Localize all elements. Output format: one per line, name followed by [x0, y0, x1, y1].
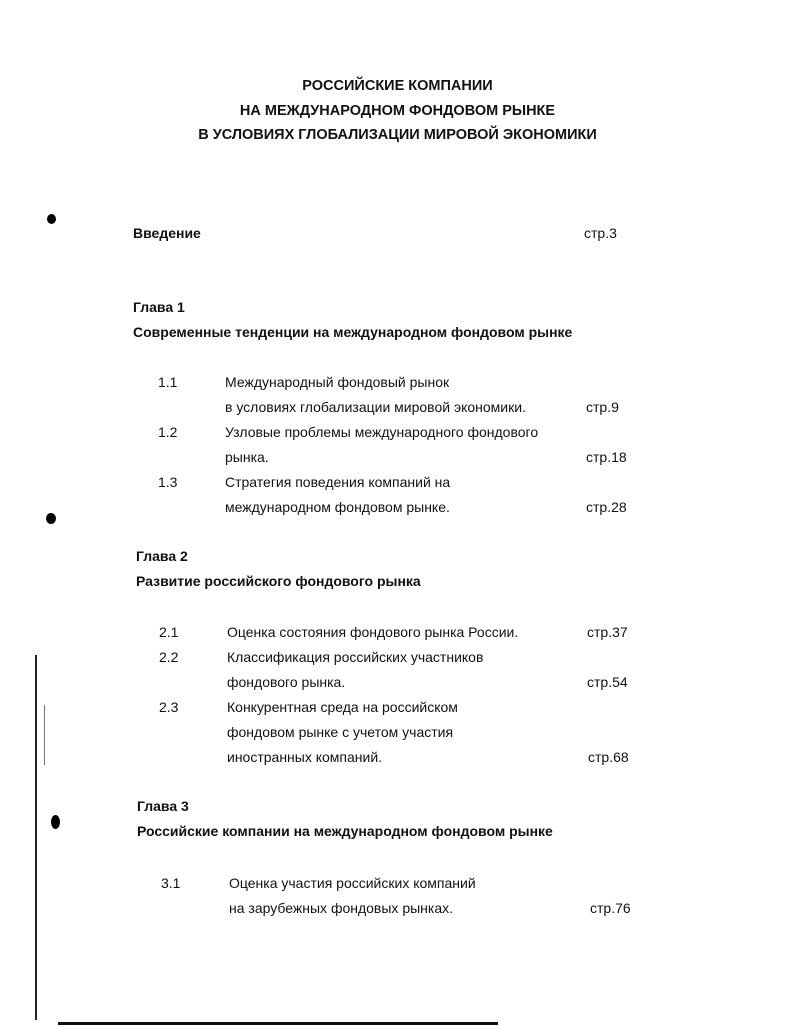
chapter-3-title: Российские компании на международном фондовом рынке — [137, 823, 553, 839]
title-line-3: В УСЛОВИЯХ ГЛОБАЛИЗАЦИИ МИРОВОЙ ЭКОНОМИКИ — [198, 127, 597, 143]
document-title — [0, 74, 795, 148]
intro-page: стр.3 — [584, 225, 617, 241]
section-page: стр.18 — [586, 449, 627, 465]
section-number: 2.2 — [159, 649, 179, 665]
chapter-3-heading: Глава 3 — [137, 798, 189, 814]
section-number: 1.3 — [158, 474, 178, 490]
section-number: 3.1 — [161, 875, 181, 891]
title-line-2: НА МЕЖДУНАРОДНОМ ФОНДОВОМ РЫНКЕ — [239, 102, 556, 119]
section-title-line: Конкурентная среда на российском — [227, 699, 458, 715]
section-page: стр.76 — [590, 900, 631, 916]
section-title-line: Оценка участия российских компаний — [229, 875, 476, 891]
section-number: 2.3 — [159, 699, 179, 715]
section-title-line: Узловые проблемы международного фондового — [225, 424, 539, 440]
section-page: стр.9 — [586, 399, 619, 415]
section-page: стр.37 — [587, 624, 628, 640]
section-number: 1.1 — [158, 374, 178, 390]
binder-hole-mark — [51, 815, 60, 829]
section-title-line: Международный фондовый рынок — [225, 374, 450, 390]
binder-hole-mark — [46, 513, 56, 524]
section-title-line: фондовом рынке с учетом участия — [227, 724, 454, 740]
section-title-line: рынка. — [225, 449, 269, 465]
section-page: стр.68 — [588, 749, 629, 765]
section-title-line: Оценка состояния фондового рынка России. — [227, 624, 519, 640]
binder-hole-mark — [47, 214, 56, 224]
section-title-line: Стратегия поведения компаний на — [225, 474, 451, 490]
section-title-line: Классификация российских участников — [227, 649, 484, 665]
scan-edge-mark — [44, 705, 45, 765]
chapter-2-title: Развитие российского фондового рынка — [136, 573, 421, 589]
intro-label: Введение — [133, 225, 201, 241]
chapter-1-heading: Глава 1 — [133, 299, 185, 315]
scan-edge-line — [35, 655, 37, 1020]
section-title-line: в условиях глобализации мировой экономики. — [225, 399, 526, 415]
section-title-line: на зарубежных фондовых рынках. — [229, 900, 454, 916]
chapter-1-title: Современные тенденции на международном фондовом рынке — [133, 324, 573, 340]
section-number: 2.1 — [159, 624, 179, 640]
chapter-2-heading: Глава 2 — [136, 548, 188, 564]
section-title-line: международном фондовом рынке. — [225, 499, 450, 515]
section-title-line: фондового рынка. — [227, 674, 346, 690]
section-number: 1.2 — [158, 424, 178, 440]
title-line-1: РОССИЙСКИЕ КОМПАНИИ — [302, 78, 493, 94]
section-title-line: иностранных компаний. — [227, 749, 383, 765]
scan-bottom-streak — [58, 1022, 498, 1025]
section-page: стр.28 — [586, 499, 627, 515]
section-page: стр.54 — [587, 674, 628, 690]
